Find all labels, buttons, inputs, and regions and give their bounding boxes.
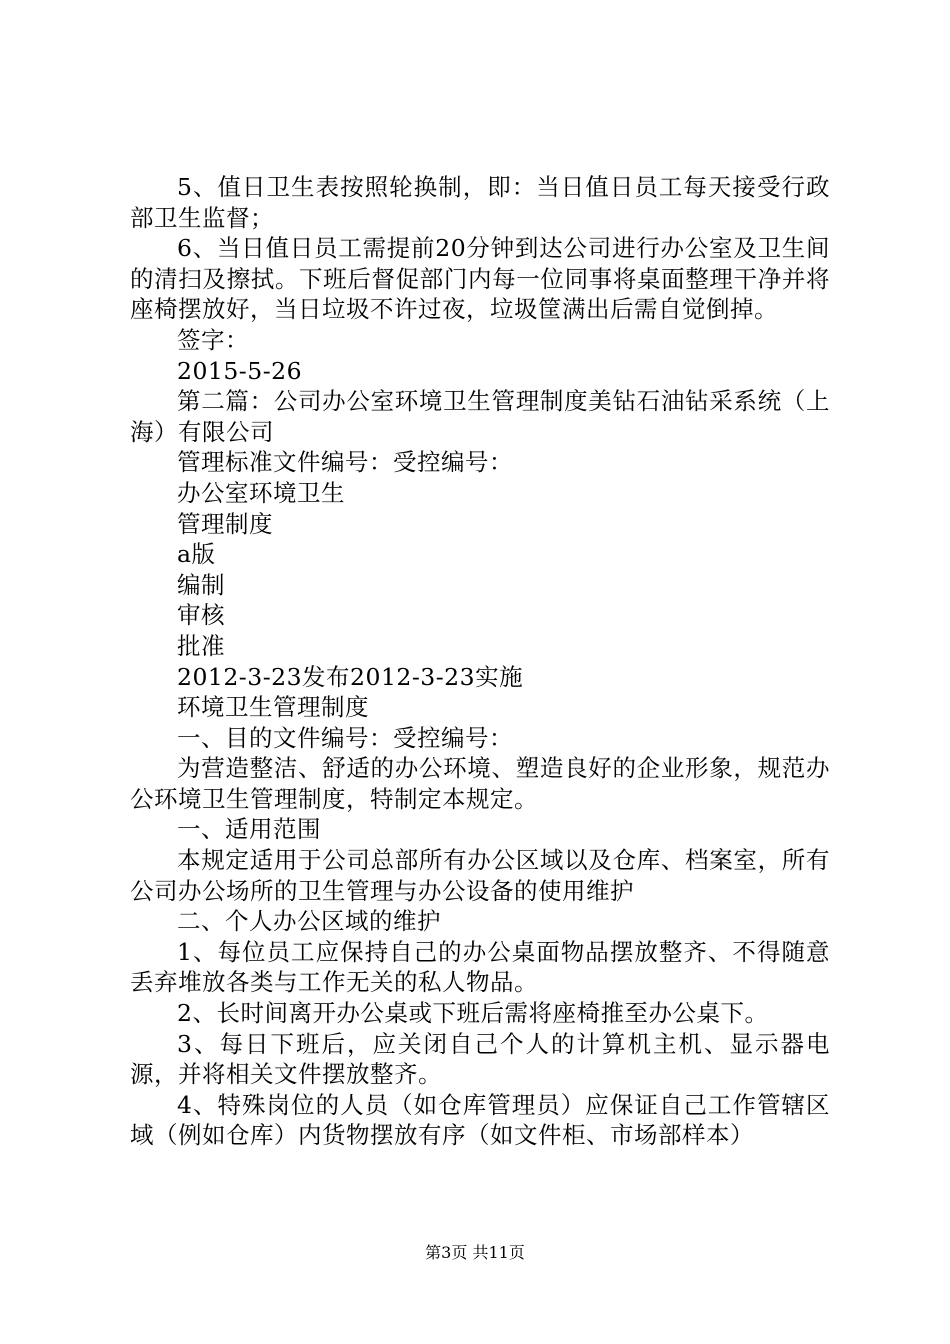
paragraph: 5、值日卫生表按照轮换制，即：当日值日员工每天接受行政部卫生监督；: [130, 173, 830, 232]
document-number-line: 管理标准文件编号：受控编号：: [177, 448, 513, 477]
paragraph: 2、长时间离开办公桌或下班后需将座椅推至办公桌下。: [177, 999, 769, 1028]
version-line: a版: [177, 540, 216, 569]
paragraph: 3、每日下班后，应关闭自己个人的计算机主机、显示器电源，并将相关文件摆放整齐。: [130, 1029, 830, 1089]
approval-line: 批准: [177, 631, 225, 660]
signature-label: 签字：: [177, 325, 249, 354]
paragraph: 1、每位员工应保持自己的办公桌面物品摆放整齐、不得随意丢弃堆放各类与工作无关的私人物品。: [130, 937, 830, 997]
title-line: 管理制度: [177, 509, 273, 538]
section-heading: 一、适用范围: [177, 815, 321, 844]
approval-line: 编制: [177, 570, 225, 599]
page-number: 第3页: [425, 1243, 468, 1262]
paragraph: 本规定适用于公司总部所有办公区域以及仓库、档案室，所有公司办公场所的卫生管理与办公设备的使用维护: [130, 846, 830, 905]
section-heading: 二、个人办公区域的维护: [177, 907, 441, 936]
publish-date-line: 2012-3-23发布2012-3-23实施: [177, 662, 524, 691]
section-heading: 环境卫生管理制度: [177, 693, 369, 722]
section-heading: 第二篇：公司办公室环境卫生管理制度美钻石油钻采系统（上海）有限公司: [130, 387, 830, 446]
paragraph: 6、当日值日员工需提前20分钟到达公司进行办公室及卫生间的清扫及擦拭。下班后督促部门内每一位同事将桌面整理干净并将座椅摆放好，当日垃圾不许过夜，垃圾筐满出后需自觉倒掉。: [130, 234, 830, 324]
paragraph: 为营造整洁、舒适的办公环境、塑造良好的企业形象，规范办公环境卫生管理制度，特制定本规定。: [130, 754, 830, 813]
paragraph: 4、特殊岗位的人员（如仓库管理员）应保证自己工作管辖区域（例如仓库）内货物摆放有序（如文件柜、市场部样本）: [130, 1090, 830, 1150]
document-body: [130, 172, 830, 1151]
page-footer: [0, 1243, 950, 1263]
title-line: 办公室环境卫生: [177, 478, 345, 507]
approval-line: 审核: [177, 601, 225, 630]
date-line: 2015-5-26: [177, 356, 303, 385]
section-heading: 一、目的文件编号：受控编号：: [177, 723, 513, 752]
page-total: 共11页: [472, 1243, 525, 1262]
